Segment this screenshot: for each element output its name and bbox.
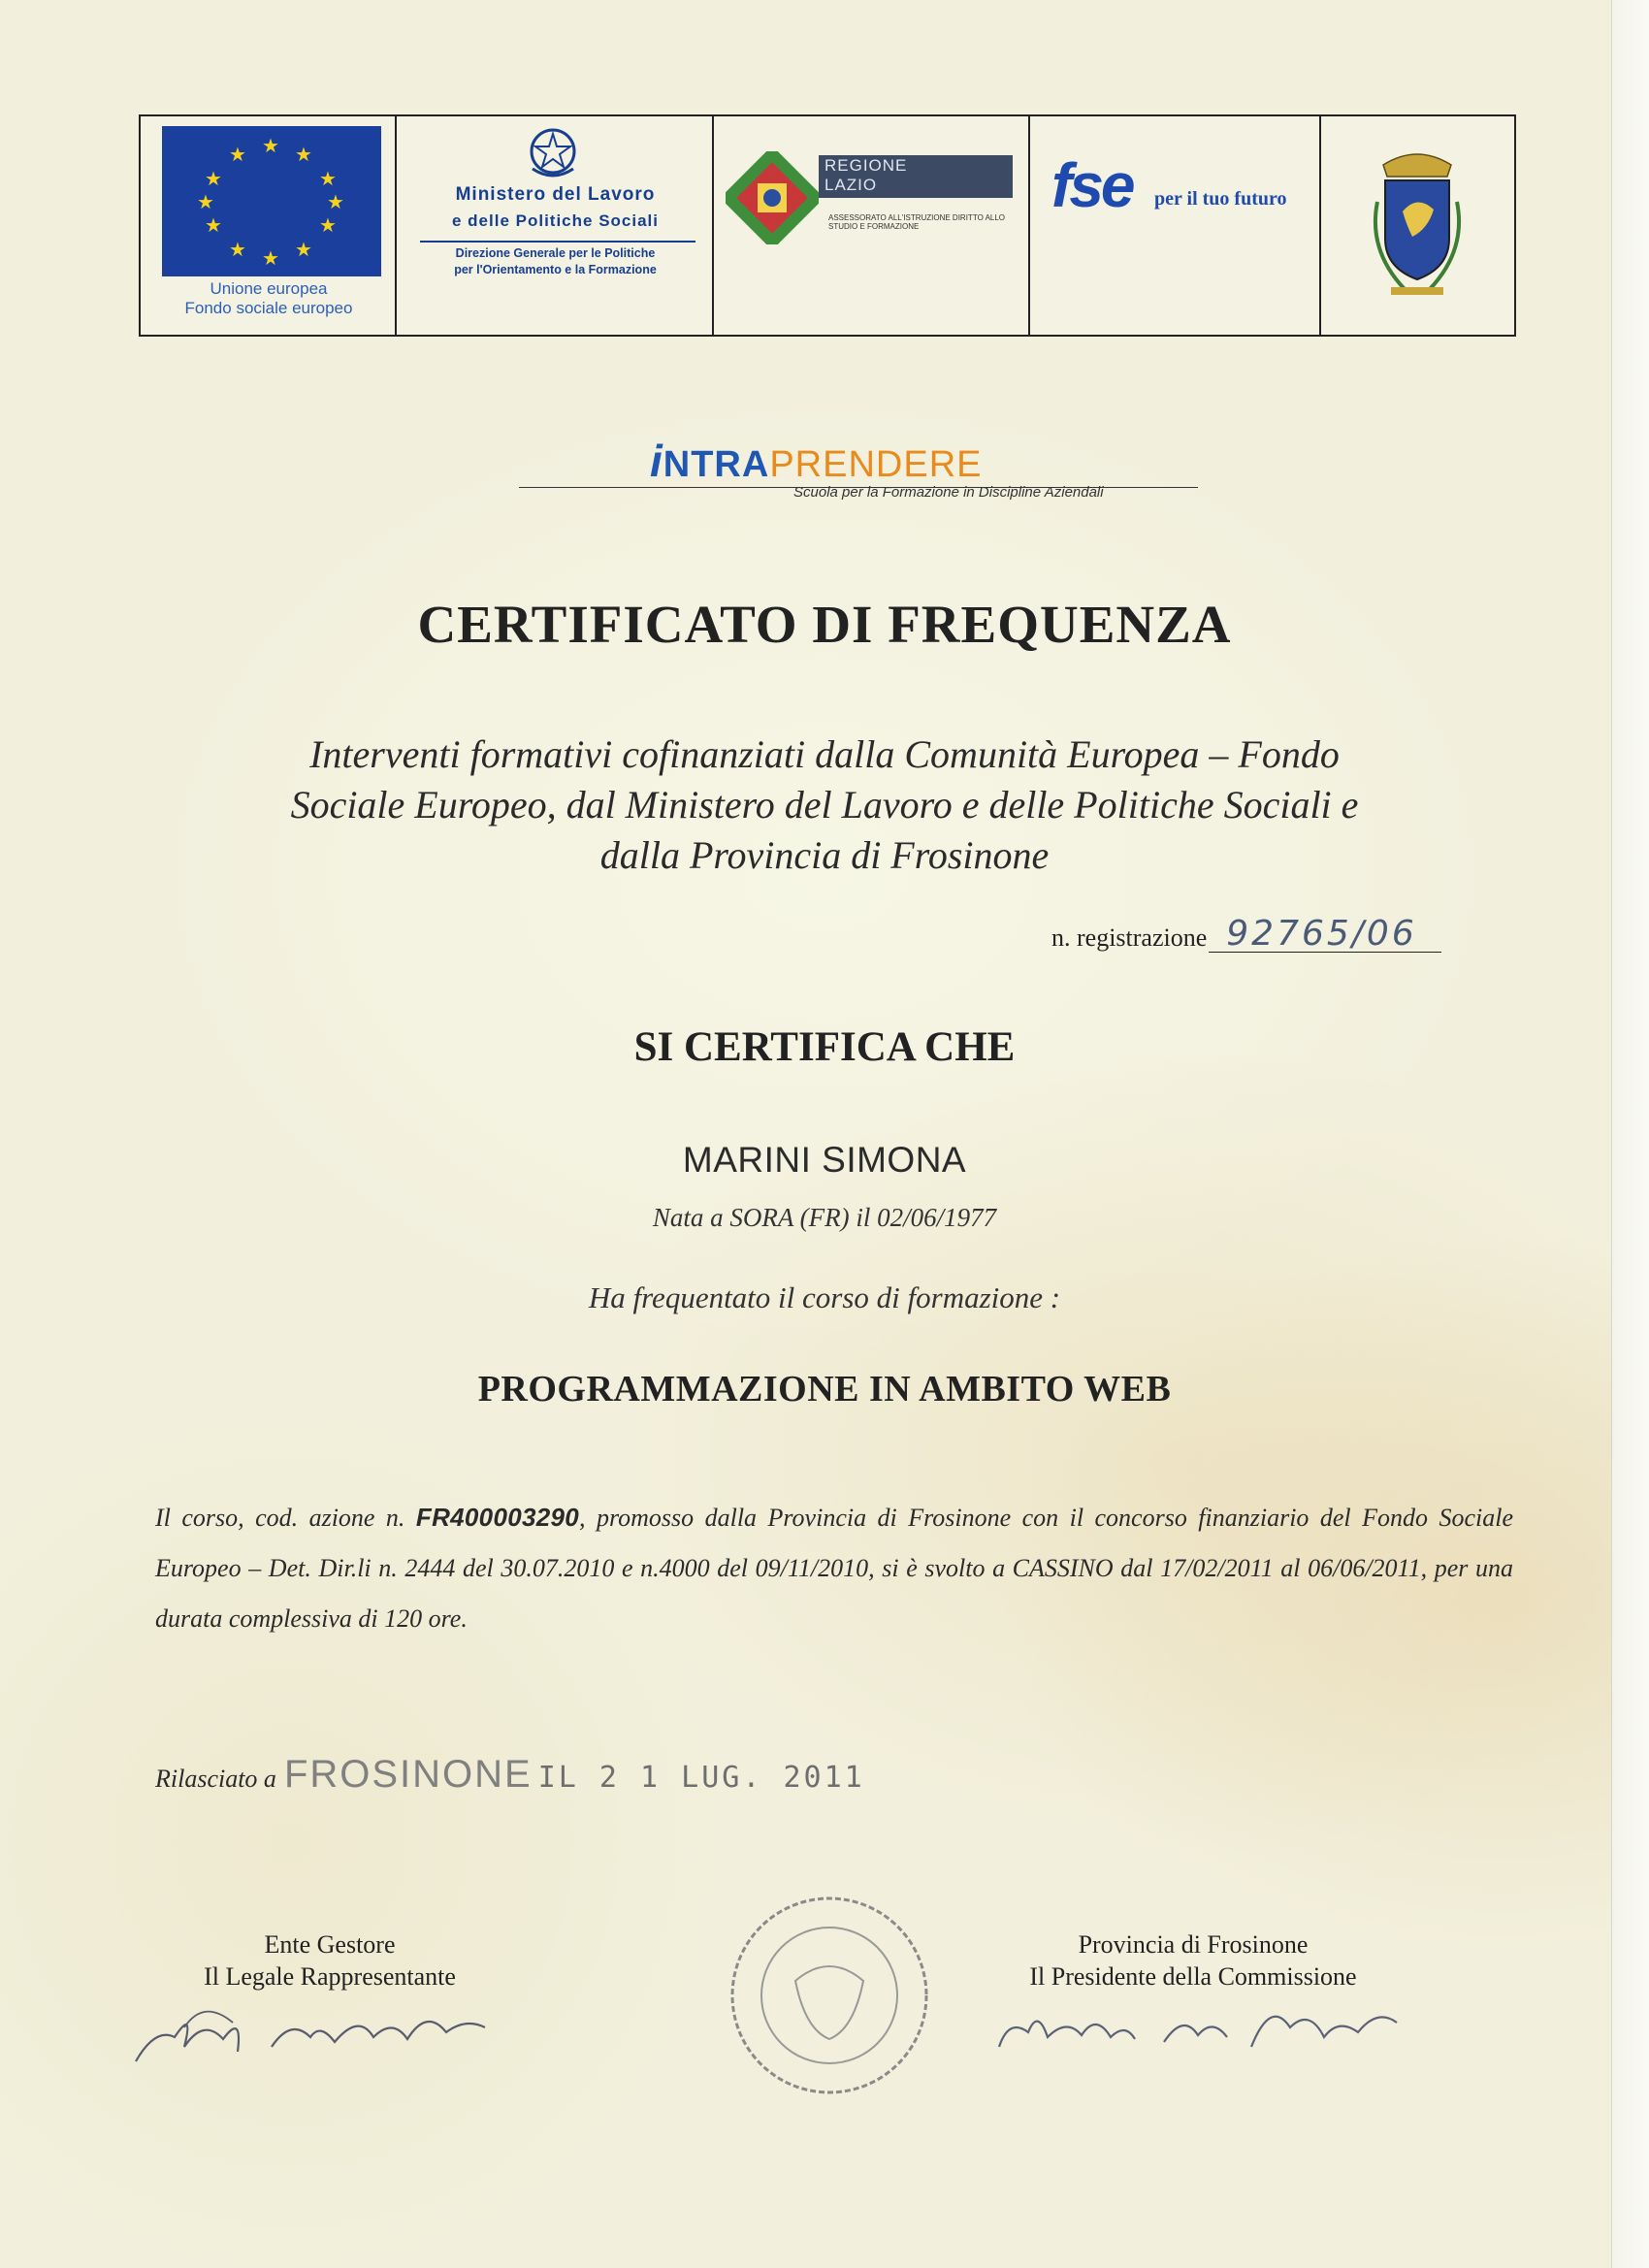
action-code: FR400003290 <box>415 1503 580 1532</box>
ministero-line-1: Ministero del Lavoro <box>455 184 656 205</box>
registration-number <box>1051 914 1441 954</box>
regione-logo-cell <box>714 116 1030 335</box>
eu-flag-icon: ★ ★ ★ ★ ★ ★ ★ ★ ★ ★ ★ ★ <box>162 126 381 276</box>
eu-caption-2: Fondo sociale europeo <box>184 299 353 317</box>
fse-logo-mark: fse <box>1051 150 1133 220</box>
eu-logo-cell <box>141 116 397 335</box>
right-signatory-line-2: Il Presidente della Commissione <box>1029 1962 1357 1991</box>
right-signatory-line-1: Provincia di Frosinone <box>1078 1930 1309 1959</box>
italian-emblem-icon <box>523 122 583 180</box>
intraprendere-part-1: NTRA <box>663 444 770 485</box>
registration-label: n. registrazione <box>1051 923 1208 952</box>
issued-label: Rilasciato a <box>155 1765 276 1793</box>
intro-line-1: Interventi formativi cofinanziati dalla Comunità Europea – Fondo <box>309 732 1340 776</box>
regione-title-bar <box>819 155 1013 198</box>
registration-value: 92765/06 <box>1226 914 1417 954</box>
certificate-title: CERTIFICATO DI FREQUENZA <box>417 595 1232 654</box>
intraprendere-subtitle: Scuola per la Formazione in Discipline Aziendali <box>793 484 1104 501</box>
ministero-line-2: e delle Politiche Sociali <box>451 211 659 230</box>
intro-line-3: dalla Provincia di Frosinone <box>599 833 1050 877</box>
left-signatory-line-2: Il Legale Rappresentante <box>204 1962 456 1991</box>
left-signatory-line-1: Ente Gestore <box>264 1930 396 1959</box>
official-seal-icon <box>718 1884 941 2107</box>
intraprendere-i-icon: i <box>650 436 663 486</box>
certifies-heading: SI CERTIFICA CHE <box>633 1024 1016 1070</box>
intro-paragraph <box>0 729 1649 881</box>
intraprendere-part-2: PRENDERE <box>769 444 983 485</box>
attended-text: Ha frequentato il corso di formazione : <box>588 1280 1061 1314</box>
person-birth: Nata a SORA (FR) il 02/06/1977 <box>652 1203 997 1232</box>
eu-caption-1: Unione europea <box>210 279 328 298</box>
registration-field <box>1209 914 1441 954</box>
issued-place-stamp: FROSINONE <box>283 1753 533 1796</box>
intro-line-2: Sociale Europeo, dal Ministero del Lavoro e delle Politiche Sociali e <box>290 783 1359 826</box>
right-signature-icon <box>989 1979 1416 2076</box>
ministero-logo-cell <box>397 116 714 335</box>
issued-line <box>155 1753 865 1797</box>
course-details <box>155 1492 1513 1644</box>
person-name: MARINI SIMONA <box>682 1140 967 1180</box>
provincia-crest-icon <box>1364 144 1471 299</box>
issued-date-stamp: IL 2 1 LUG. 2011 <box>537 1761 865 1795</box>
provincia-logo-cell <box>1321 116 1514 335</box>
page-edge <box>1611 0 1649 2268</box>
details-part-2: , promosso dalla Provincia di Frosinone con il concorso finanziario del Fondo Sociale Europeo – Det. Dir.li n. 2444 del 30.07.2010 e n.4000 del 09/11/2010, si è svolto a CASSINO dal 17/02/2011 al 06/06/2011, per una durata complessiva di 120 ore. <box>155 1504 1513 1633</box>
left-signature-icon <box>126 1969 514 2076</box>
regione-line-2: LAZIO <box>824 176 878 194</box>
intraprendere-logo <box>650 435 982 487</box>
regione-small-text: ASSESSORATO ALL'ISTRUZIONE DIRITTO ALLO STUDIO E FORMAZIONE <box>828 213 1006 231</box>
regione-lazio-icon <box>726 151 819 244</box>
ministero-rule <box>420 241 695 243</box>
ministero-sub-2: per l'Orientamento e la Formazione <box>454 263 657 276</box>
regione-line-1: REGIONE <box>824 156 908 175</box>
course-title: PROGRAMMAZIONE IN AMBITO WEB <box>477 1369 1172 1409</box>
details-part-1: Il corso, cod. azione n. <box>155 1504 416 1532</box>
fse-logo-cell <box>1030 116 1321 335</box>
ministero-sub-1: Direzione Generale per le Politiche <box>455 246 656 260</box>
fse-tagline: per il tuo futuro <box>1154 188 1287 210</box>
logo-strip <box>139 114 1516 337</box>
